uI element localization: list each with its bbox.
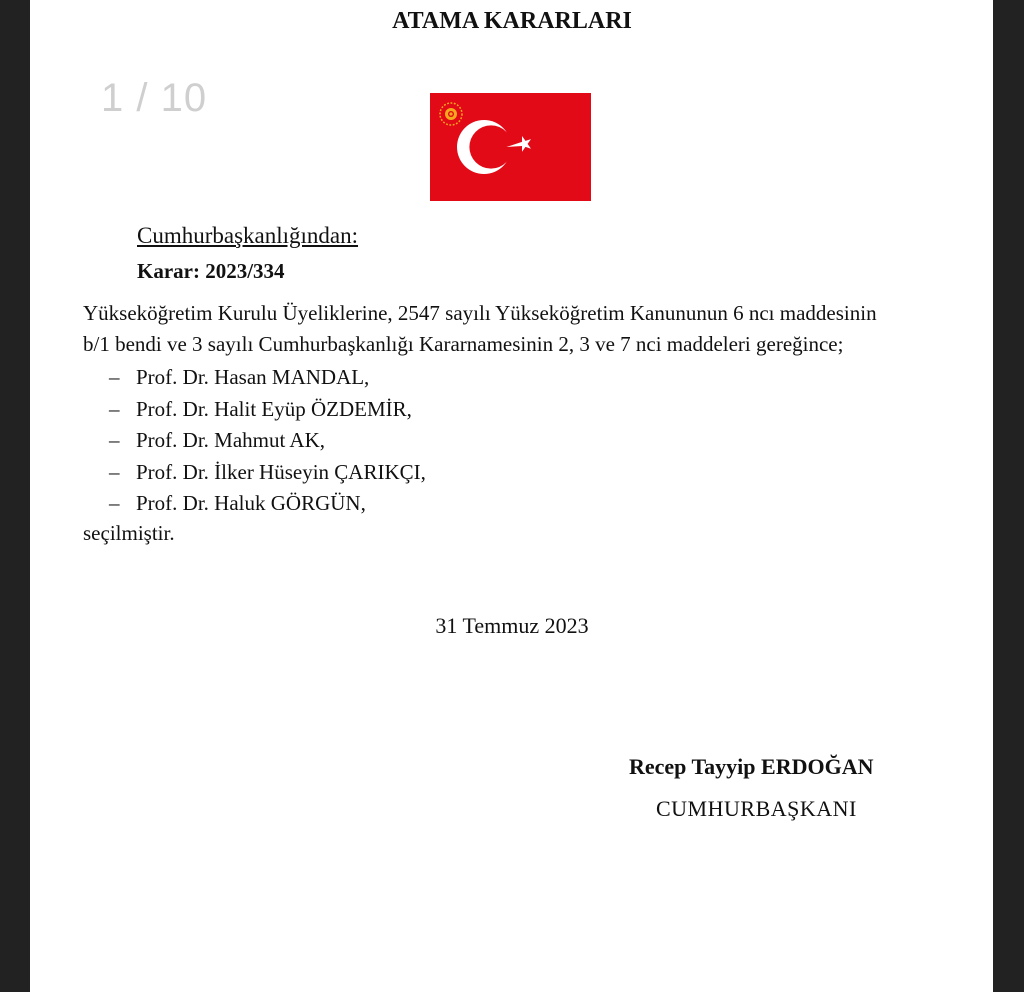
bullet-dash: – [109, 459, 120, 484]
appointee-name: Prof. Dr. Haluk GÖRGÜN, [136, 491, 366, 515]
appointee-name: Prof. Dr. Mahmut AK, [136, 428, 325, 452]
appointee-item [109, 365, 426, 397]
closing-text: seçilmiştir. [83, 521, 175, 545]
appointee-name: Prof. Dr. Halit Eyüp ÖZDEMİR, [136, 396, 412, 421]
signatory-title: CUMHURBAŞKANI [656, 796, 857, 821]
appointee-item [109, 397, 426, 429]
appointee-list [109, 365, 426, 523]
bullet-dash: – [109, 491, 120, 515]
bullet-dash: – [109, 396, 120, 421]
issuer-heading: Cumhurbaşkanlığından: [137, 223, 359, 248]
signatory-name: Recep Tayyip ERDOĞAN [629, 754, 874, 779]
bullet-dash: – [109, 428, 120, 452]
page-counter: 1 / 10 [101, 76, 208, 120]
bullet-dash: – [109, 365, 120, 389]
decision-number: Karar: 2023/334 [137, 259, 285, 283]
appointee-item [109, 428, 426, 460]
body-text-line: b/1 bendi ve 3 sayılı Cumhurbaşkanlığı Kararnamesinin 2, 3 ve 7 nci maddeleri gereğince; [83, 332, 844, 356]
appointee-name: Prof. Dr. İlker Hüseyin ÇARIKÇI, [136, 459, 426, 484]
body-text-line: Yükseköğretim Kurulu Üyeliklerine, 2547 sayılı Yükseköğretim Kanununun 6 ncı maddesinin [83, 301, 877, 325]
appointee-item [109, 460, 426, 492]
document-title: ATAMA KARARLARI [392, 8, 632, 34]
appointee-name: Prof. Dr. Hasan MANDAL, [136, 365, 370, 389]
decision-date: 31 Temmuz 2023 [435, 613, 589, 638]
appointee-item [109, 491, 426, 523]
turkish-flag-icon [430, 93, 591, 201]
